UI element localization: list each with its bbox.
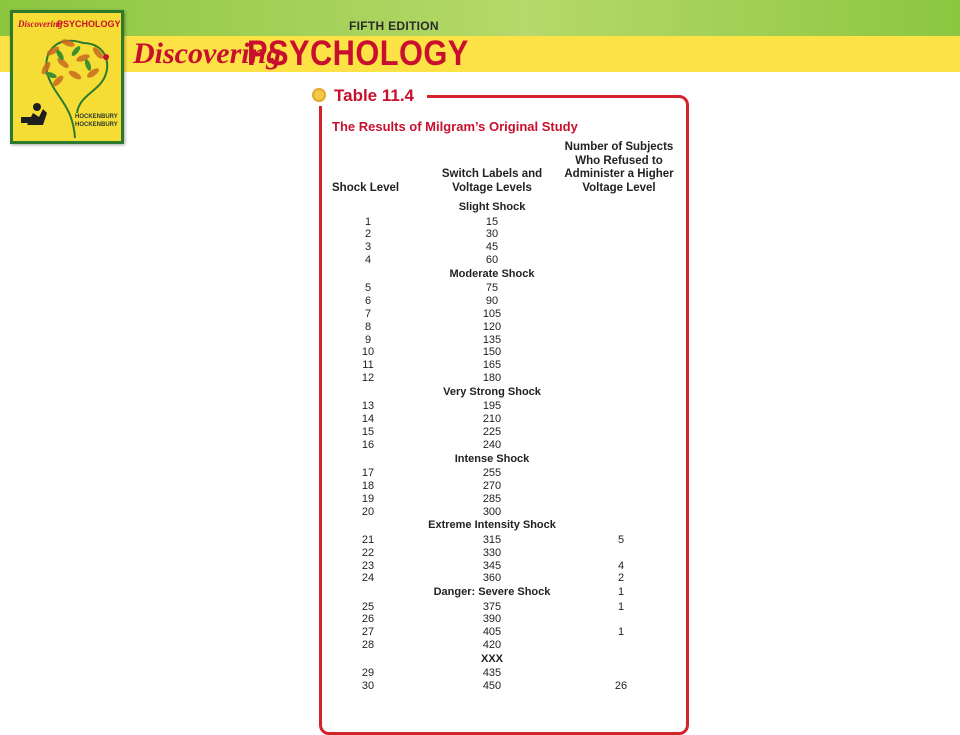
table-group-row [320, 652, 686, 668]
table-row [320, 547, 686, 560]
shock-level-cell: 24 [361, 572, 375, 585]
table-row [320, 372, 686, 385]
table-group-row [320, 200, 686, 216]
refused-count-cell: 4 [617, 559, 625, 572]
voltage-cell: 120 [482, 320, 502, 333]
table-row [320, 321, 686, 334]
group-label: Intense Shock [454, 452, 530, 465]
book-title-psychology: PSYCHOLOGY [247, 34, 469, 73]
group-label: XXX [480, 652, 503, 665]
voltage-cell: 375 [482, 600, 502, 613]
voltage-cell: 60 [485, 253, 499, 266]
header-banner-top [0, 0, 960, 36]
shock-level-cell: 2 [364, 228, 372, 241]
voltage-cell: 90 [485, 295, 499, 308]
voltage-cell: 75 [485, 282, 499, 295]
voltage-cell: 315 [482, 533, 502, 546]
table-row [320, 626, 686, 639]
shock-level-cell: 30 [361, 680, 375, 693]
column-header-shock-level: Shock Level [332, 182, 400, 194]
shock-level-cell: 18 [361, 479, 375, 492]
shock-level-cell: 6 [364, 295, 372, 308]
table-row [320, 282, 686, 295]
table-group-row [320, 267, 686, 283]
table-row [320, 426, 686, 439]
shock-level-cell: 25 [361, 600, 375, 613]
table-row [320, 493, 686, 506]
cover-title-psychology: PSYCHOLOGY [57, 19, 121, 29]
voltage-cell: 210 [482, 413, 502, 426]
group-refused-count: 1 [617, 586, 625, 599]
table-row [320, 346, 686, 359]
table-row [320, 613, 686, 626]
table-row [320, 413, 686, 426]
column-header-refused: Number of Subjects Who Refused to Administer a Higher Voltage Level [564, 141, 674, 194]
table-row [320, 506, 686, 519]
shock-level-cell: 9 [364, 333, 372, 346]
refused-count-cell: 5 [617, 533, 625, 546]
table-row [320, 467, 686, 480]
voltage-cell: 285 [482, 492, 502, 505]
cover-title-discovering: Discovering [18, 19, 63, 29]
voltage-cell: 15 [485, 215, 499, 228]
shock-level-cell: 13 [361, 400, 375, 413]
shock-level-cell: 21 [361, 533, 375, 546]
table-number-label: Table 11.4 [334, 86, 415, 105]
shock-level-cell: 20 [361, 505, 375, 518]
table-row [320, 667, 686, 680]
shock-level-cell: 12 [361, 371, 375, 384]
table-row [320, 480, 686, 493]
shock-level-cell: 15 [361, 425, 375, 438]
table-row [320, 241, 686, 254]
refused-count-cell: 1 [617, 626, 625, 639]
cover-author: HOCKENBURY [75, 122, 118, 128]
table-row [320, 216, 686, 229]
shock-level-cell: 19 [361, 492, 375, 505]
table-body [320, 200, 686, 693]
voltage-cell: 270 [482, 479, 502, 492]
table-row [320, 639, 686, 652]
voltage-cell: 195 [482, 400, 502, 413]
voltage-cell: 30 [485, 228, 499, 241]
group-label: Danger: Severe Shock [433, 586, 551, 599]
group-label: Extreme Intensity Shock [428, 519, 556, 532]
shock-level-cell: 7 [364, 307, 372, 320]
voltage-cell: 300 [482, 505, 502, 518]
voltage-cell: 360 [482, 572, 502, 585]
shock-level-cell: 23 [361, 559, 375, 572]
refused-count-cell: 2 [617, 572, 625, 585]
shock-level-cell: 29 [361, 667, 375, 680]
table-row [320, 359, 686, 372]
voltage-cell: 390 [482, 613, 502, 626]
shock-level-cell: 4 [364, 253, 372, 266]
table-row [320, 534, 686, 547]
shock-level-cell: 26 [361, 613, 375, 626]
shock-level-cell: 10 [361, 346, 375, 359]
voltage-cell: 45 [485, 241, 499, 254]
table-group-row [320, 518, 686, 534]
column-header-switch-labels: Switch Labels and Voltage Levels [441, 168, 543, 194]
table-group-row [320, 585, 686, 601]
shock-level-cell: 17 [361, 467, 375, 480]
voltage-cell: 420 [482, 639, 502, 652]
refused-count-cell: 1 [617, 600, 625, 613]
voltage-cell: 345 [482, 559, 502, 572]
book-cover [10, 10, 124, 144]
voltage-cell: 165 [482, 359, 502, 372]
table-group-row [320, 452, 686, 468]
table-group-row [320, 385, 686, 401]
shock-level-cell: 22 [361, 546, 375, 559]
table-row [320, 560, 686, 573]
refused-count-cell: 26 [614, 680, 628, 693]
voltage-cell: 180 [482, 371, 502, 384]
shock-level-cell: 27 [361, 626, 375, 639]
shock-level-cell: 5 [364, 282, 372, 295]
voltage-cell: 435 [482, 667, 502, 680]
group-label: Slight Shock [458, 201, 526, 213]
cover-author: HOCKENBURY [75, 114, 118, 120]
voltage-cell: 105 [482, 307, 502, 320]
table-row [320, 400, 686, 413]
group-label: Very Strong Shock [443, 385, 541, 398]
shock-level-cell: 11 [362, 359, 374, 372]
group-label: Moderate Shock [449, 267, 535, 280]
voltage-cell: 255 [482, 467, 502, 480]
cover-authors [75, 113, 118, 129]
voltage-cell: 330 [482, 546, 502, 559]
circle-bullet-icon [312, 88, 326, 102]
shock-level-cell: 1 [364, 215, 372, 228]
table-row [320, 572, 686, 585]
table-title: The Results of Milgram’s Original Study [332, 119, 578, 134]
voltage-cell: 450 [482, 680, 502, 693]
edition-label: FIFTH EDITION [349, 19, 439, 33]
voltage-cell: 240 [482, 438, 502, 451]
shock-level-cell: 8 [364, 320, 372, 333]
table-row [320, 439, 686, 452]
shock-level-cell: 14 [361, 413, 375, 426]
table-row [320, 254, 686, 267]
table-row [320, 228, 686, 241]
book-title-discovering: Discovering [133, 37, 282, 70]
voltage-cell: 405 [482, 626, 502, 639]
table-row [320, 680, 686, 693]
table-row [320, 308, 686, 321]
voltage-cell: 135 [482, 333, 502, 346]
voltage-cell: 150 [482, 346, 502, 359]
shock-level-cell: 3 [364, 241, 372, 254]
table-row [320, 601, 686, 614]
shock-level-cell: 28 [361, 639, 375, 652]
table-row [320, 334, 686, 347]
voltage-cell: 225 [482, 425, 502, 438]
table-row [320, 295, 686, 308]
shock-level-cell: 16 [361, 438, 375, 451]
